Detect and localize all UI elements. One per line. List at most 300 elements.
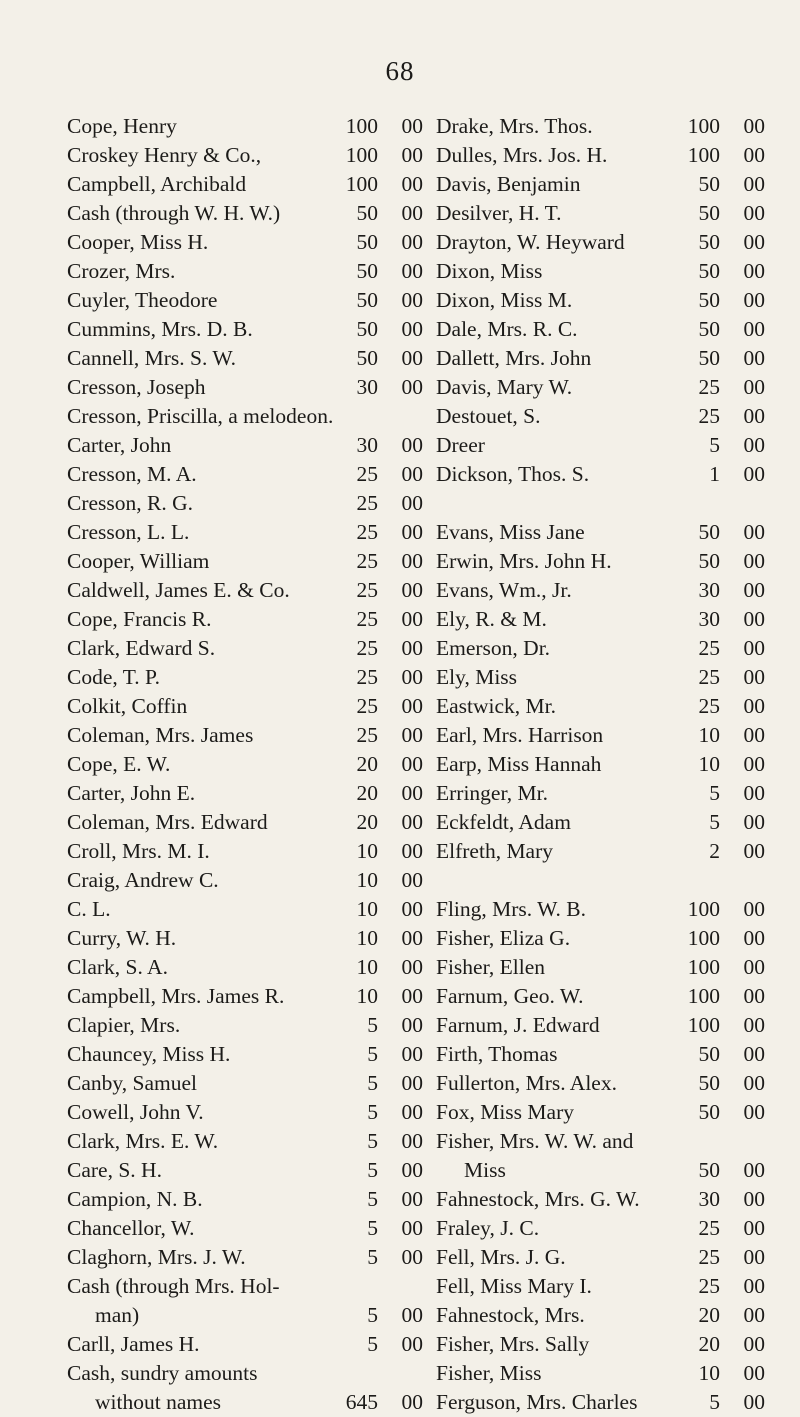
subscriber-row — [67, 1330, 423, 1359]
amount-cents: 00 — [743, 1042, 765, 1066]
amount-dollars: 5 — [367, 1245, 378, 1269]
amount-cents: 00 — [401, 1216, 423, 1240]
amount-dollars: 50 — [698, 1100, 720, 1124]
subscriber-name: Cash (through Mrs. Hol- — [67, 1274, 280, 1298]
right-column — [436, 112, 765, 1417]
amount-dollars: 25 — [698, 1216, 720, 1240]
amount-cents: 00 — [743, 1216, 765, 1240]
subscriber-name: Cresson, Priscilla, a melodeon. — [67, 404, 334, 428]
amount-cents: 00 — [743, 984, 765, 1008]
amount-dollars: 25 — [698, 1274, 720, 1298]
subscriber-name: Erringer, Mr. — [436, 781, 548, 805]
amount-cents: 00 — [401, 810, 423, 834]
subscriber-name: Curry, W. H. — [67, 926, 177, 950]
subscriber-row — [67, 1243, 423, 1272]
amount-cents: 00 — [401, 230, 423, 254]
amount-cents: 00 — [743, 607, 765, 631]
subscriber-name: Earp, Miss Hannah — [436, 752, 602, 776]
amount-dollars: 25 — [698, 1245, 720, 1269]
subscriber-row — [436, 837, 765, 866]
amount-dollars: 5 — [367, 1187, 378, 1211]
subscriber-row — [67, 170, 423, 199]
subscriber-row — [436, 1359, 765, 1388]
subscriber-row — [67, 1388, 423, 1417]
amount-cents: 00 — [401, 201, 423, 225]
subscriber-row — [436, 257, 765, 286]
subscriber-row — [67, 750, 423, 779]
subscriber-row — [436, 605, 765, 634]
amount-dollars: 50 — [698, 201, 720, 225]
subscriber-row — [67, 576, 423, 605]
amount-dollars: 2 — [709, 839, 720, 863]
subscriber-name: Dixon, Miss M. — [436, 288, 573, 312]
amount-cents: 00 — [743, 462, 765, 486]
amount-dollars: 100 — [687, 955, 720, 979]
subscriber-row — [67, 431, 423, 460]
amount-cents: 00 — [401, 1158, 423, 1182]
amount-cents: 00 — [401, 317, 423, 341]
amount-dollars: 25 — [698, 665, 720, 689]
subscriber-row — [67, 112, 423, 141]
subscriber-row — [436, 170, 765, 199]
amount-dollars: 50 — [698, 1071, 720, 1095]
amount-cents: 00 — [743, 1361, 765, 1385]
amount-cents: 00 — [743, 1332, 765, 1356]
subscriber-name: Carter, John E. — [67, 781, 196, 805]
subscriber-name: Crozer, Mrs. — [67, 259, 176, 283]
subscriber-name: Coleman, Mrs. James — [67, 723, 254, 747]
section-gap — [436, 866, 765, 895]
subscriber-row — [436, 112, 765, 141]
amount-dollars: 1 — [709, 462, 720, 486]
amount-cents: 00 — [743, 259, 765, 283]
subscriber-row — [436, 924, 765, 953]
subscriber-name: Chancellor, W. — [67, 1216, 195, 1240]
subscriber-row — [436, 1040, 765, 1069]
subscriber-name: Fox, Miss Mary — [436, 1100, 574, 1124]
subscriber-name: Evans, Wm., Jr. — [436, 578, 572, 602]
subscriber-row — [436, 1301, 765, 1330]
subscriber-row — [67, 1156, 423, 1185]
subscriber-row — [67, 489, 423, 518]
amount-dollars: 100 — [687, 143, 720, 167]
amount-dollars: 50 — [698, 230, 720, 254]
amount-dollars: 5 — [709, 781, 720, 805]
subscriber-row — [67, 1301, 423, 1330]
subscriber-row — [67, 1214, 423, 1243]
subscriber-row — [436, 808, 765, 837]
subscriber-name: Erwin, Mrs. John H. — [436, 549, 612, 573]
subscriber-row — [436, 315, 765, 344]
amount-cents: 00 — [743, 723, 765, 747]
subscriber-name: Fahnestock, Mrs. G. W. — [436, 1187, 640, 1211]
subscriber-row — [436, 547, 765, 576]
subscriber-row — [436, 199, 765, 228]
amount-dollars: 50 — [356, 288, 378, 312]
subscriber-row — [436, 663, 765, 692]
subscriber-name: Cope, Francis R. — [67, 607, 212, 631]
subscriber-name: Elfreth, Mary — [436, 839, 554, 863]
subscriber-row — [436, 895, 765, 924]
subscriber-name: Ely, Miss — [436, 665, 518, 689]
amount-dollars: 5 — [709, 433, 720, 457]
amount-cents: 00 — [743, 926, 765, 950]
amount-cents: 00 — [743, 578, 765, 602]
amount-dollars: 10 — [356, 868, 378, 892]
amount-dollars: 5 — [367, 1158, 378, 1182]
amount-cents: 00 — [401, 665, 423, 689]
amount-dollars: 25 — [356, 462, 378, 486]
amount-cents: 00 — [743, 1071, 765, 1095]
amount-cents: 00 — [743, 520, 765, 544]
amount-dollars: 5 — [367, 1042, 378, 1066]
amount-cents: 00 — [743, 201, 765, 225]
subscriber-name: Fisher, Eliza G. — [436, 926, 571, 950]
amount-cents: 00 — [401, 868, 423, 892]
subscriber-row — [67, 924, 423, 953]
subscriber-row — [436, 344, 765, 373]
amount-cents: 00 — [401, 636, 423, 660]
amount-cents: 00 — [401, 607, 423, 631]
amount-dollars: 50 — [356, 317, 378, 341]
subscriber-name: Farnum, J. Edward — [436, 1013, 600, 1037]
amount-dollars: 5 — [709, 1390, 720, 1414]
amount-dollars: 50 — [698, 346, 720, 370]
amount-cents: 00 — [743, 433, 765, 457]
subscriber-name: Croskey Henry & Co., — [67, 143, 262, 167]
subscriber-name: Fling, Mrs. W. B. — [436, 897, 586, 921]
subscriber-row — [436, 402, 765, 431]
amount-dollars: 10 — [356, 984, 378, 1008]
amount-dollars: 645 — [345, 1390, 378, 1414]
subscriber-name: Carll, James H. — [67, 1332, 200, 1356]
amount-dollars: 25 — [356, 665, 378, 689]
amount-dollars: 50 — [698, 317, 720, 341]
amount-cents: 00 — [743, 1013, 765, 1037]
subscriber-row — [436, 1127, 765, 1156]
amount-cents: 00 — [743, 1100, 765, 1124]
subscriber-row — [67, 257, 423, 286]
subscriber-name: Dixon, Miss — [436, 259, 543, 283]
subscriber-name: Cope, Henry — [67, 114, 177, 138]
subscriber-row — [436, 576, 765, 605]
amount-dollars: 50 — [356, 346, 378, 370]
amount-cents: 00 — [401, 462, 423, 486]
subscriber-name: Miss — [464, 1158, 506, 1182]
amount-cents: 00 — [401, 549, 423, 573]
subscriber-name: Fullerton, Mrs. Alex. — [436, 1071, 617, 1095]
subscriber-row — [436, 228, 765, 257]
amount-dollars: 25 — [356, 578, 378, 602]
amount-dollars: 25 — [698, 694, 720, 718]
subscriber-name: Ely, R. & M. — [436, 607, 547, 631]
amount-cents: 00 — [743, 1274, 765, 1298]
subscriber-name: Firth, Thomas — [436, 1042, 558, 1066]
amount-cents: 00 — [401, 1332, 423, 1356]
subscriber-row — [436, 634, 765, 663]
subscriber-row — [67, 1069, 423, 1098]
amount-cents: 00 — [401, 346, 423, 370]
subscriber-name: Croll, Mrs. M. I. — [67, 839, 210, 863]
amount-dollars: 25 — [356, 491, 378, 515]
amount-dollars: 10 — [356, 897, 378, 921]
subscriber-row — [436, 982, 765, 1011]
subscriber-name: Clark, Edward S. — [67, 636, 216, 660]
subscriber-name: Campbell, Archibald — [67, 172, 247, 196]
subscriber-name: Caldwell, James E. & Co. — [67, 578, 290, 602]
subscriber-name: Cooper, Miss H. — [67, 230, 209, 254]
amount-cents: 00 — [401, 433, 423, 457]
subscriber-row — [67, 605, 423, 634]
subscriber-name: Code, T. P. — [67, 665, 160, 689]
amount-dollars: 100 — [687, 984, 720, 1008]
amount-cents: 00 — [401, 781, 423, 805]
amount-dollars: 10 — [698, 1361, 720, 1385]
subscriber-name: Fisher, Mrs. W. W. and — [436, 1129, 634, 1153]
amount-cents: 00 — [743, 230, 765, 254]
amount-dollars: 10 — [356, 955, 378, 979]
amount-dollars: 50 — [698, 549, 720, 573]
subscriber-row — [436, 1272, 765, 1301]
amount-cents: 00 — [743, 404, 765, 428]
amount-cents: 00 — [401, 172, 423, 196]
amount-dollars: 25 — [698, 636, 720, 660]
amount-cents: 00 — [743, 694, 765, 718]
amount-cents: 00 — [743, 781, 765, 805]
subscriber-name: Carter, John — [67, 433, 172, 457]
subscriber-name: Emerson, Dr. — [436, 636, 551, 660]
amount-cents: 00 — [401, 752, 423, 776]
subscriber-name: Clark, Mrs. E. W. — [67, 1129, 219, 1153]
amount-dollars: 10 — [698, 723, 720, 747]
subscriber-row — [67, 692, 423, 721]
amount-dollars: 30 — [356, 375, 378, 399]
subscriber-row — [67, 634, 423, 663]
subscriber-row — [67, 286, 423, 315]
amount-dollars: 50 — [698, 520, 720, 544]
amount-dollars: 30 — [698, 578, 720, 602]
amount-dollars: 100 — [687, 926, 720, 950]
subscriber-name: Ferguson, Mrs. Charles — [436, 1390, 638, 1414]
amount-cents: 00 — [401, 1013, 423, 1037]
subscriber-row — [67, 866, 423, 895]
amount-cents: 00 — [401, 897, 423, 921]
amount-dollars: 50 — [356, 230, 378, 254]
amount-cents: 00 — [401, 1129, 423, 1153]
subscriber-row — [67, 663, 423, 692]
subscriber-name: Coleman, Mrs. Edward — [67, 810, 268, 834]
subscriber-row — [436, 460, 765, 489]
subscriber-name: Davis, Mary W. — [436, 375, 573, 399]
subscriber-row — [67, 547, 423, 576]
subscriber-row — [436, 1214, 765, 1243]
subscriber-row — [67, 808, 423, 837]
subscriber-name: Fell, Mrs. J. G. — [436, 1245, 566, 1269]
amount-dollars: 20 — [698, 1332, 720, 1356]
subscriber-name: Cope, E. W. — [67, 752, 171, 776]
subscriber-name: Cresson, M. A. — [67, 462, 197, 486]
subscriber-row — [67, 1040, 423, 1069]
subscriber-name: Eastwick, Mr. — [436, 694, 557, 718]
subscriber-name: C. L. — [67, 897, 111, 921]
section-gap — [436, 489, 765, 518]
amount-dollars: 20 — [698, 1303, 720, 1327]
subscriber-row — [67, 344, 423, 373]
amount-dollars: 25 — [356, 636, 378, 660]
amount-dollars: 25 — [356, 694, 378, 718]
subscriber-name: Colkit, Coffin — [67, 694, 188, 718]
amount-cents: 00 — [401, 694, 423, 718]
subscriber-name: Craig, Andrew C. — [67, 868, 219, 892]
amount-dollars: 5 — [709, 810, 720, 834]
subscriber-name: Fisher, Miss — [436, 1361, 542, 1385]
amount-dollars: 5 — [367, 1129, 378, 1153]
amount-dollars: 10 — [356, 839, 378, 863]
subscriber-row — [436, 1069, 765, 1098]
amount-cents: 00 — [743, 172, 765, 196]
amount-dollars: 20 — [356, 752, 378, 776]
subscriber-row — [67, 1272, 423, 1301]
subscriber-row — [67, 1011, 423, 1040]
amount-cents: 00 — [743, 1187, 765, 1211]
amount-dollars: 5 — [367, 1332, 378, 1356]
amount-dollars: 20 — [356, 810, 378, 834]
amount-dollars: 50 — [356, 201, 378, 225]
amount-dollars: 100 — [687, 897, 720, 921]
amount-dollars: 10 — [698, 752, 720, 776]
amount-cents: 00 — [401, 1042, 423, 1066]
amount-cents: 00 — [743, 549, 765, 573]
subscriber-name: Cresson, L. L. — [67, 520, 190, 544]
amount-cents: 00 — [743, 1158, 765, 1182]
amount-dollars: 20 — [356, 781, 378, 805]
amount-dollars: 30 — [356, 433, 378, 457]
subscriber-row — [436, 692, 765, 721]
subscriber-name: Dulles, Mrs. Jos. H. — [436, 143, 608, 167]
subscriber-name: Campion, N. B. — [67, 1187, 203, 1211]
amount-cents: 00 — [401, 1390, 423, 1414]
amount-dollars: 25 — [356, 607, 378, 631]
amount-dollars: 30 — [698, 607, 720, 631]
amount-cents: 00 — [401, 1245, 423, 1269]
subscriber-row — [67, 518, 423, 547]
subscriber-row — [67, 315, 423, 344]
subscriber-name: Cash, sundry amounts — [67, 1361, 258, 1385]
subscriber-name: Claghorn, Mrs. J. W. — [67, 1245, 246, 1269]
amount-dollars: 5 — [367, 1100, 378, 1124]
subscriber-name: Fell, Miss Mary I. — [436, 1274, 592, 1298]
amount-cents: 00 — [401, 839, 423, 863]
amount-cents: 00 — [743, 288, 765, 312]
subscriber-row — [436, 431, 765, 460]
subscriber-name: Fisher, Mrs. Sally — [436, 1332, 590, 1356]
subscriber-name: Drake, Mrs. Thos. — [436, 114, 593, 138]
subscriber-name: Cowell, John V. — [67, 1100, 204, 1124]
subscriber-row — [67, 1185, 423, 1214]
subscriber-name: Drayton, W. Heyward — [436, 230, 625, 254]
amount-cents: 00 — [743, 317, 765, 341]
amount-cents: 00 — [401, 926, 423, 950]
amount-dollars: 5 — [367, 1013, 378, 1037]
amount-dollars: 25 — [356, 723, 378, 747]
amount-cents: 00 — [743, 897, 765, 921]
amount-cents: 00 — [743, 114, 765, 138]
subscriber-name: Eckfeldt, Adam — [436, 810, 571, 834]
subscriber-row — [436, 1098, 765, 1127]
amount-dollars: 25 — [698, 375, 720, 399]
subscriber-name: Dallett, Mrs. John — [436, 346, 592, 370]
subscriber-name: Campbell, Mrs. James R. — [67, 984, 285, 1008]
subscriber-name: Earl, Mrs. Harrison — [436, 723, 604, 747]
subscriber-row — [436, 1011, 765, 1040]
subscriber-name: Davis, Benjamin — [436, 172, 581, 196]
subscriber-name: Clark, S. A. — [67, 955, 168, 979]
amount-dollars: 50 — [698, 1158, 720, 1182]
subscriber-row — [436, 1185, 765, 1214]
amount-cents: 00 — [743, 1390, 765, 1414]
subscriber-row — [67, 460, 423, 489]
amount-cents: 00 — [743, 839, 765, 863]
subscriber-name: Destouet, S. — [436, 404, 541, 428]
amount-dollars: 100 — [345, 143, 378, 167]
subscriber-name: Dale, Mrs. R. C. — [436, 317, 578, 341]
subscriber-name: Cuyler, Theodore — [67, 288, 218, 312]
amount-cents: 00 — [401, 1100, 423, 1124]
amount-cents: 00 — [743, 752, 765, 776]
amount-cents: 00 — [743, 955, 765, 979]
subscriber-row — [67, 228, 423, 257]
amount-cents: 00 — [401, 578, 423, 602]
amount-cents: 00 — [401, 1303, 423, 1327]
amount-cents: 00 — [743, 1245, 765, 1269]
subscriber-name: Cummins, Mrs. D. B. — [67, 317, 253, 341]
amount-cents: 00 — [401, 955, 423, 979]
amount-dollars: 50 — [698, 172, 720, 196]
subscriber-name: Fahnestock, Mrs. — [436, 1303, 585, 1327]
amount-cents: 00 — [743, 665, 765, 689]
amount-cents: 00 — [401, 1187, 423, 1211]
amount-cents: 00 — [401, 288, 423, 312]
amount-cents: 00 — [743, 143, 765, 167]
subscriber-row — [67, 953, 423, 982]
amount-cents: 00 — [743, 636, 765, 660]
subscriber-row — [67, 779, 423, 808]
subscriber-row — [436, 953, 765, 982]
amount-dollars: 10 — [356, 926, 378, 950]
subscriber-row — [436, 518, 765, 547]
amount-dollars: 50 — [698, 259, 720, 283]
amount-cents: 00 — [401, 375, 423, 399]
subscriber-row — [436, 286, 765, 315]
amount-cents: 00 — [401, 259, 423, 283]
amount-dollars: 25 — [356, 520, 378, 544]
amount-dollars: 5 — [367, 1071, 378, 1095]
subscriber-name: without names — [95, 1390, 221, 1414]
subscriber-row — [67, 402, 423, 431]
subscriber-name: Fisher, Ellen — [436, 955, 546, 979]
amount-cents: 00 — [401, 143, 423, 167]
subscriber-row — [436, 1243, 765, 1272]
subscriber-name: Care, S. H. — [67, 1158, 162, 1182]
subscriber-row — [436, 1330, 765, 1359]
subscriber-row — [436, 779, 765, 808]
subscriber-name: Canby, Samuel — [67, 1071, 197, 1095]
subscriber-name: Clapier, Mrs. — [67, 1013, 181, 1037]
amount-dollars: 50 — [698, 1042, 720, 1066]
subscriber-name: man) — [95, 1303, 140, 1327]
subscriber-row — [67, 199, 423, 228]
amount-cents: 00 — [743, 346, 765, 370]
